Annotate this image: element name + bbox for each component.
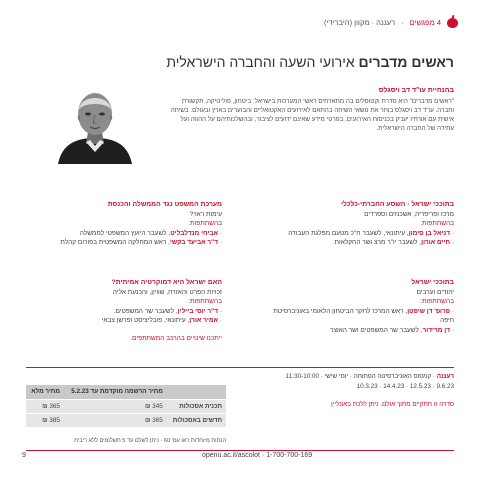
footer (22, 452, 458, 464)
footer-divider (26, 450, 454, 451)
section-jews-arabs (258, 278, 454, 335)
title-strong: ראשים מדברים (358, 54, 454, 70)
participant-item: · ד"ר אביעד בקשי, ראש המחלקה המשפטית בפורום קהלת (60, 239, 222, 246)
table-row (26, 400, 226, 414)
section-heading: מערכת המשפט נגד הממשלה והכנסת (107, 201, 222, 208)
section-description: עימות ראוי? (189, 210, 222, 218)
price-row-label: חדשים באסכולות (167, 414, 226, 428)
price-cell: 345 ₪ (64, 400, 167, 414)
participant-item: · דן מרידור, לשעבר שר המשפטים ושר האוצר (329, 326, 454, 334)
price-note: הנחות מיוחדות ראו עמ' 60 · ניתן לשלם עד 5 תשלומים ללא ריבית (74, 438, 226, 444)
section-heading: האם ישראל היא דמוקרטיה אמיתית? (111, 279, 222, 286)
price-row-label: תכנית אסכולות (167, 400, 226, 414)
schedule-block (244, 372, 454, 410)
participant-name: דניאל בן סימון (408, 229, 451, 237)
price-table (26, 385, 226, 427)
participant-role: , לשעבר שר המשפטים ושר האוצר (329, 326, 423, 334)
price-table-header (26, 385, 226, 400)
participant-name: ד"ר יוסי ביילין (177, 307, 219, 315)
schedule-dates: 9.6.23 · 12.5.23 · 14.4.23 · 10.3.23 (356, 383, 454, 390)
participant-role: , ראש המרכז לחקר הביטחון הלאומי באוניברסיטת חיפה (273, 307, 454, 324)
participant-role: , לשעבר שר המשפטים. (113, 307, 178, 315)
section-divider (26, 367, 454, 368)
schedule-note: סדרה זו תתקיים מתוך אולם. ניתן ללכת באונליין (331, 401, 454, 408)
top-header (22, 14, 458, 30)
participant-role: , לשעבר היועץ המשפטי לממשלה (79, 229, 171, 237)
participant-name: פרופ' דן שיפטן (407, 307, 451, 315)
page-number: 9 (22, 452, 26, 459)
section-social-economic (258, 200, 454, 248)
participant-item: · אביחי מנדלבליט, לשעבר היועץ המשפטי לממשלה (79, 229, 222, 237)
section-democracy (26, 278, 222, 343)
schedule-city: רעננה (436, 373, 454, 380)
price-cell: 365 ₪ (26, 400, 64, 414)
participant-role: , עיתונאי, פובליציסט ופרשן צבאי (101, 317, 190, 324)
section-description: זכויות הפרט והאזרח, שוויון, והכנעת אליה (112, 288, 222, 296)
section-heading: בתוככי ישראל (411, 279, 454, 286)
title-light: אירועי השעה והחברה הישראלית (166, 54, 359, 70)
moderator-portrait (50, 84, 140, 164)
schedule-separator: · (320, 373, 323, 380)
schedule-venue: קמפוס האוניברסיטה הפתוחה (353, 373, 432, 380)
header-separator: · (401, 17, 404, 27)
section-description: יהודים וערבים (416, 288, 454, 296)
schedule-line (244, 372, 454, 382)
page-title (30, 54, 454, 70)
section-legal-system (26, 200, 222, 248)
participant-name: חיים אורון (421, 239, 451, 246)
participant-item: · דניאל בן סימון, עיתונאי, לשעבר ח"כ מטעם מפלגת העבודה (288, 229, 454, 237)
schedule-separator: · (432, 373, 436, 380)
participant-role: , עיתונאי, לשעבר ח"כ מטעם מפלגת העבודה (288, 229, 409, 237)
participant-name: דן מרידור (422, 326, 451, 334)
footer-contact[interactable]: openu.ac.il/ascolot · 1-700-700-169 (202, 452, 313, 459)
participant-item: · חיים אורון, לשעבר יו"ר מרצ ושר החקלאות (334, 239, 454, 246)
price-cell: 385 ₪ (26, 414, 64, 428)
participant-role: , לשעבר יו"ר מרצ ושר החקלאות (334, 239, 422, 246)
schedule-separator: · (349, 373, 352, 380)
changes-note: ייתכנו שינויים בהרכב המשתתפים. (130, 334, 222, 342)
participants-label: בהשתתפות: (420, 298, 454, 305)
session-count: 4 מפגשים (409, 17, 441, 27)
moderator-label: בהנחיית עו"ד דב ויסגלס (378, 87, 454, 94)
participant-name: ד"ר אביעד בקשי (169, 239, 219, 246)
participant-role: , ראש המחלקה המשפטית בפורום קהלת (60, 239, 170, 246)
participant-item: · ד"ר יוסי ביילין, לשעבר שר המשפטים. (113, 307, 222, 315)
section-heading: בתוככי ישראל · השסע החברתי-כלכלי (340, 201, 454, 208)
location-format: רעננה · מקוון (היברידי) (323, 17, 396, 27)
schedule-day: יומי שישי (324, 373, 349, 380)
participant-name: אביחי מנדלבליט (170, 229, 219, 237)
participant-item: · אמיר אורן, עיתונאי, פובליציסט ופרשן צבאי (101, 317, 222, 324)
section-description: מרכז ופריפריה, אשכנזים וספרדים (364, 210, 454, 218)
schedule-time: 11:30-10:00 (285, 373, 320, 380)
price-cell: 365 ₪ (64, 414, 167, 428)
apple-logo-icon (447, 16, 458, 28)
price-header-cell: מחיר הרשמה מוקדמת עד 5.2.23 (64, 385, 167, 400)
price-header-cell (167, 385, 226, 400)
price-header-cell: מחיר מלא (26, 385, 64, 400)
participant-name: אמיר אורן (189, 317, 219, 324)
intro-text: "ראשים מדברים" היא סדרת וקטוסלים בה מתארחים ראשי המערכות בישראל: ביטחון, פוליטיקה, תקשורת וחברה. עו"ד דב ויסגלס בוחר את נושאי השיחה בהתאם לאירועים האקטואליים והבוערים בארץ ובעולם. בשיחה אישית עם אורחיו יעניק בכניסות האירועים, בפרטי מידע שאינם ידועים לציבור, ובהשלכותיהם על ההווה ועל עתידה של החברה הישראלית. (170, 98, 454, 132)
table-row (26, 414, 226, 428)
participants-label: בהשתתפות: (420, 220, 454, 227)
participant-item: · פרופ' דן שיפטן, ראש המרכז לחקר הביטחון הלאומי באוניברסיטת חיפה (273, 307, 454, 324)
participants-label: בהשתתפות: (188, 298, 222, 305)
participants-label: בהשתתפות: (188, 220, 222, 227)
